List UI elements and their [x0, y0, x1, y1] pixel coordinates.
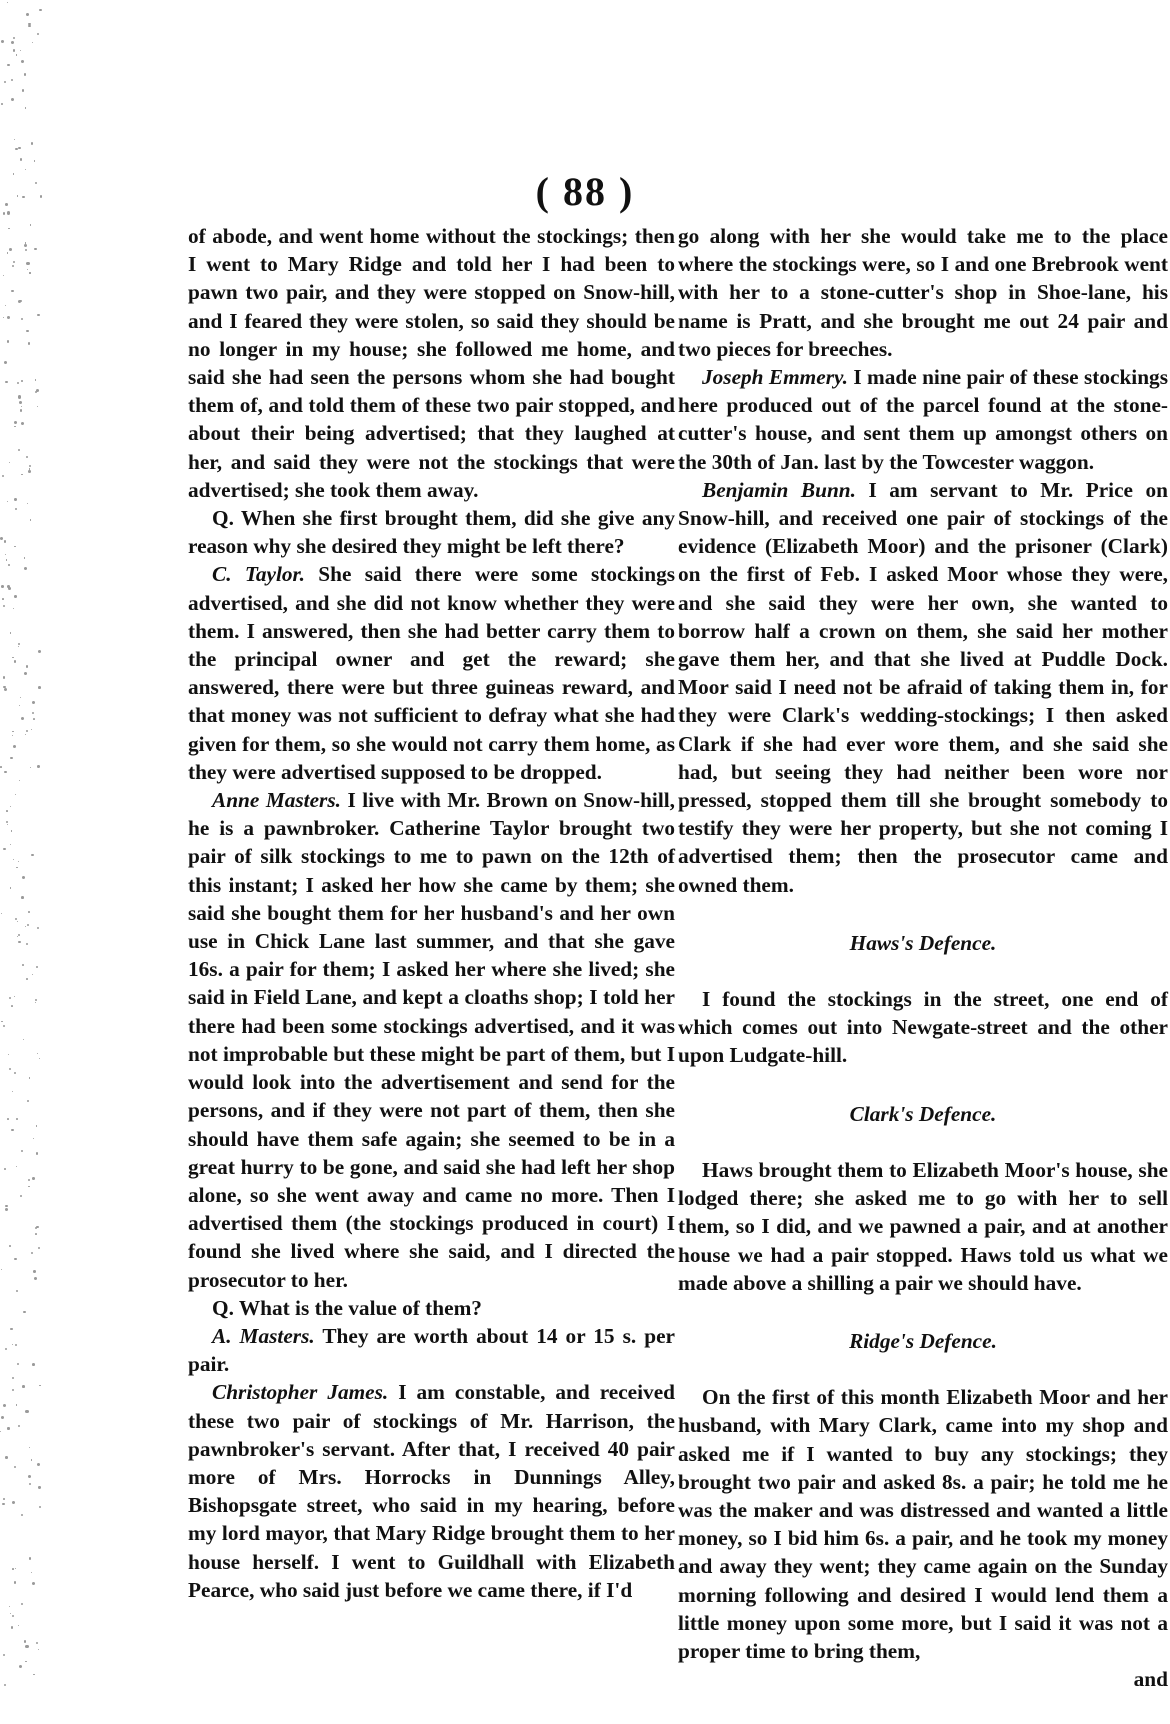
scan-speck: [8, 587, 11, 590]
scan-speck: [14, 595, 17, 598]
scan-speck: [5, 305, 6, 306]
scan-speck: [11, 1626, 14, 1629]
scan-speck: [20, 50, 21, 51]
scan-speck: [12, 657, 14, 659]
scan-speck: [12, 1389, 14, 1391]
scan-speck: [26, 978, 28, 980]
scan-speck: [12, 1568, 14, 1570]
scan-speck: [17, 382, 19, 384]
scan-speck: [21, 60, 24, 63]
scan-speck: [24, 244, 27, 247]
scan-speck: [28, 1186, 29, 1187]
scan-speck: [28, 911, 30, 913]
defence-heading: Haws's Defence.: [849, 930, 997, 955]
scan-speck: [10, 887, 12, 889]
scan-speck: [15, 1344, 17, 1346]
scan-speck: [1, 1021, 3, 1023]
scan-speck: [10, 632, 12, 634]
scan-speck: [7, 1427, 9, 1429]
scan-speck: [3, 676, 6, 679]
scan-speck: [14, 1581, 17, 1584]
scan-speck: [11, 41, 14, 44]
scan-speck: [2, 475, 4, 477]
scan-speck: [10, 806, 11, 807]
scan-speck: [13, 608, 14, 609]
scan-speck: [39, 1385, 41, 1387]
scan-speck: [20, 158, 22, 160]
scan-speck: [36, 1642, 38, 1644]
scan-speck: [24, 557, 25, 558]
scan-speck: [24, 567, 27, 570]
scan-speck: [36, 1226, 39, 1229]
scan-speck: [3, 1025, 5, 1027]
scan-speck: [9, 1068, 11, 1070]
scan-speck: [16, 867, 18, 869]
scan-speck: [16, 1290, 18, 1292]
scan-speck: [11, 1129, 14, 1132]
scan-speck: [15, 1568, 16, 1569]
scan-speck: [26, 665, 28, 667]
scan-speck: [23, 1039, 24, 1040]
scan-speck: [32, 1582, 35, 1585]
scan-speck: [24, 73, 27, 76]
scan-speck: [18, 147, 21, 150]
scan-speck: [2, 1503, 4, 1505]
paragraph: of abode, and went home without the stockings; then I went to Mary Ridge and told her I had been to pawn two pair, and they were stopped on Snow-hill, and I feared they were stolen, so said they should be no longer in my house; she followed me home, and said she had seen the persons whom she had bought them of, and told them of these two pair stopped, and about their being advertised; that they laughed at her, and said they were not the stockings that were advertised; she took them away.: [188, 224, 675, 502]
scan-speck: [11, 98, 14, 101]
scan-speck: [19, 1665, 22, 1668]
scan-speck: [13, 261, 15, 263]
scan-speck: [26, 262, 29, 265]
scan-speck: [34, 248, 37, 251]
scan-speck: [32, 42, 33, 43]
scan-speck: [7, 64, 10, 67]
scan-speck: [6, 810, 8, 812]
scan-speck: [8, 1054, 9, 1055]
scan-speck: [26, 13, 29, 16]
scan-speck: [28, 25, 30, 27]
scan-speck: [24, 672, 27, 675]
scan-speck: [24, 1640, 27, 1643]
scan-speck: [1, 1416, 4, 1419]
scan-speck: [14, 498, 17, 501]
page-number: ( 88 ): [535, 169, 635, 214]
scan-speck: [16, 54, 17, 55]
scan-speck: [7, 252, 9, 254]
scan-speck: [7, 501, 8, 502]
scan-speck: [37, 1463, 40, 1466]
scan-speck: [8, 228, 9, 229]
scan-speck: [39, 1058, 40, 1059]
scan-speck: [31, 729, 32, 730]
scan-speck: [18, 643, 20, 645]
scan-speck: [15, 508, 17, 510]
scan-speck: [13, 859, 14, 860]
scan-speck: [5, 554, 7, 556]
scan-speck: [12, 1501, 15, 1504]
scan-speck: [29, 1483, 32, 1486]
scan-speck: [7, 1118, 9, 1120]
scan-speck: [5, 1456, 8, 1459]
scan-speck: [1, 103, 3, 105]
scan-speck: [29, 1077, 31, 1079]
scan-speck: [13, 745, 16, 748]
scan-speck: [18, 300, 21, 303]
scan-speck: [0, 766, 2, 768]
scan-speck: [38, 1247, 40, 1249]
scan-speck: [18, 1425, 20, 1427]
speaker-name: Joseph Emmery.: [702, 365, 848, 390]
scan-speck: [21, 406, 22, 407]
scan-speck: [32, 701, 35, 704]
scan-speck: [32, 974, 33, 975]
scan-speck: [35, 1002, 36, 1003]
scan-speck: [29, 465, 31, 467]
scan-speck: [5, 1208, 8, 1211]
scan-speck: [35, 379, 36, 380]
scan-speck: [21, 318, 23, 320]
scan-speck: [13, 37, 15, 39]
scan-speck: [5, 1348, 7, 1350]
scan-speck: [3, 1654, 5, 1656]
scan-speck: [4, 1168, 6, 1170]
testimony-paragraph: Joseph Emmery. I made nine pair of these stockings here produced out of the parcel found at the stone-cutter's house, and sent them up amongst others on the 30th of Jan. last by the Towcester waggon.: [678, 365, 1168, 474]
scan-speck: [28, 342, 31, 345]
scan-speck: [25, 249, 27, 251]
scan-speck: [31, 142, 34, 145]
defence-paragraph: On the first of this month Elizabeth Moor and her husband, with Mary Clark, came into my shop and asked me if I wanted to buy any stockings; they brought two pair and asked 8s. a pair; he told me he was the maker and was distressed and wanted a little money, so I bid him 6s. a pair, and he took my money and away they went; they came again on the Sunday morning following and desired I would lend them a little money upon some more, but I said it was not a proper time to bring them,: [678, 1385, 1168, 1663]
scan-speck: [4, 81, 6, 83]
scan-speck: [4, 540, 7, 543]
scan-speck: [13, 49, 16, 52]
scan-speck: [5, 381, 7, 383]
scan-speck: [19, 401, 22, 404]
catchword: and: [1133, 1667, 1168, 1692]
scan-speck: [14, 660, 17, 663]
scan-speck: [33, 1674, 35, 1676]
scan-speck: [18, 395, 21, 398]
scan-speck: [19, 780, 20, 781]
scan-speck: [2, 598, 4, 600]
scan-speck: [36, 389, 39, 392]
scan-speck: [35, 999, 37, 1001]
scan-speck: [3, 1498, 5, 1500]
testimony-paragraph: A. Masters. They are worth about 14 or 15 s. per pair.: [188, 1323, 675, 1377]
scan-speck: [18, 646, 19, 647]
scan-speck: [38, 686, 41, 689]
scan-speck: [17, 1363, 19, 1365]
scan-speck: [7, 2, 8, 3]
scan-speck: [21, 1514, 23, 1516]
scan-speck: [25, 1661, 26, 1662]
scan-speck: [15, 918, 17, 920]
scan-speck: [33, 718, 35, 720]
scan-speck: [37, 314, 39, 316]
scan-speck: [32, 1177, 35, 1180]
scan-speck: [27, 269, 29, 271]
testimony-paragraph: C. Taylor. She said there were some stockings advertised, and she did not know whether they were them. I answered, then she had better carry them to the principal owner and get the reward; she answered, there were but three guineas reward, and that money was not sufficient to defray what she had given for them, so she would not carry them home, as they were advertised supposed to be dropped.: [188, 562, 675, 784]
scan-speck: [3, 275, 4, 276]
speaker-name: Anne Masters.: [212, 788, 341, 813]
scan-speck: [38, 1649, 39, 1650]
scan-speck: [29, 272, 30, 273]
scan-speck: [27, 503, 28, 504]
scan-speck: [14, 546, 16, 548]
scan-speck: [32, 712, 34, 714]
scan-speck: [31, 1572, 32, 1573]
scan-speck: [12, 735, 13, 736]
scan-speck: [30, 519, 32, 521]
scan-speck: [12, 265, 14, 267]
scan-speck: [21, 1150, 23, 1152]
scan-speck: [21, 380, 23, 382]
scan-speck: [9, 1245, 11, 1247]
scan-speck: [22, 876, 25, 879]
speaker-name: Christopher James.: [212, 1380, 389, 1405]
scan-speck: [7, 824, 8, 825]
scan-speck: [18, 941, 21, 944]
scan-speck: [3, 848, 5, 850]
scan-speck: [16, 1166, 17, 1167]
scan-speck: [28, 470, 31, 473]
scan-speck: [23, 1311, 26, 1314]
scan-speck: [12, 1344, 14, 1346]
scan-speck: [14, 426, 15, 427]
scan-speck: [18, 934, 20, 936]
defence-paragraph: I found the stockings in the street, one end of which comes out into Newgate-street and the other upon Ludgate-hill.: [678, 987, 1168, 1068]
scan-speck: [17, 921, 18, 922]
scan-speck: [21, 896, 24, 899]
scan-speck: [31, 1252, 34, 1255]
scan-speck: [39, 9, 42, 12]
scan-speck: [20, 1195, 22, 1197]
scan-speck: [7, 340, 9, 342]
scan-speck: [21, 1603, 23, 1605]
scan-speck: [9, 1606, 10, 1607]
defence-heading: Ridge's Defence.: [849, 1328, 997, 1353]
scan-speck: [21, 717, 24, 720]
scan-speck: [1, 913, 2, 914]
scan-speck: [27, 924, 29, 926]
scan-speck: [22, 1385, 25, 1388]
scan-speck: [21, 422, 24, 425]
scan-speck: [34, 160, 36, 162]
scan-speck: [25, 926, 27, 928]
scan-speck: [11, 79, 13, 81]
paragraph: go along with her she would take me to the place where the stockings were, so I and one Brebrook went with her to a stone-cutter's shop in Shoe-lane, his name is Pratt, and she brought me out 24 pair and two pieces for breeches.: [678, 224, 1168, 361]
scan-speck: [10, 757, 12, 759]
scan-speck: [38, 650, 41, 653]
scan-speck: [25, 734, 27, 736]
scan-speck: [14, 1258, 16, 1260]
speaker-name: Benjamin Bunn.: [702, 477, 856, 502]
paragraph: Q. What is the value of them?: [212, 1295, 482, 1320]
left-column: [188, 222, 675, 1604]
scan-speck: [12, 1377, 14, 1379]
scan-speck: [9, 248, 12, 251]
scan-speck: [25, 1410, 28, 1413]
scan-speck: [37, 927, 40, 930]
scan-speck: [33, 1270, 36, 1273]
scan-speck: [4, 361, 7, 364]
scan-speck: [22, 964, 24, 966]
scan-speck: [15, 794, 16, 795]
scan-speck: [37, 765, 40, 768]
scan-speck: [14, 1466, 16, 1468]
scan-speck: [36, 1152, 38, 1154]
scan-speck: [4, 771, 7, 774]
defence-heading: Clark's Defence.: [849, 1101, 997, 1126]
scan-speck: [29, 1557, 31, 1559]
scan-speck: [14, 996, 15, 997]
scan-speck: [38, 1486, 40, 1488]
scan-speck: [39, 1506, 41, 1508]
scan-speck: [14, 139, 15, 140]
scan-speck: [37, 33, 39, 35]
scan-speck: [31, 854, 34, 857]
scan-speck: [27, 1100, 29, 1102]
scan-speck: [11, 1005, 13, 1007]
scan-speck: [16, 1404, 17, 1405]
scan-speck: [26, 330, 28, 332]
testimony-paragraph: Christopher James. I am constable, and received these two pair of stockings of Mr. Harrison, the pawnbroker's servant. After that, I received 40 pair more of Mrs. Horrocks in Dunnings Alley, Bishopsgate street, who said in my hearing, before my lord mayor, that Mary Ridge brought them to her house herself. I went to Guildhall with Elizabeth Pearce, who said just before we came there, if I'd: [188, 1380, 675, 1602]
scan-speck: [12, 1091, 13, 1092]
scan-speck: [1, 1269, 2, 1270]
scan-speck: [14, 1072, 16, 1074]
scan-speck: [19, 705, 20, 706]
scan-edge-noise: [0, 0, 44, 1724]
scan-speck: [9, 462, 10, 463]
scan-speck: [30, 767, 31, 768]
scan-speck: [28, 1179, 30, 1181]
scan-speck: [12, 731, 13, 732]
scan-speck: [37, 406, 38, 407]
scan-speck: [4, 688, 7, 691]
scan-speck: [26, 943, 29, 946]
scan-speck: [29, 1447, 30, 1448]
scan-speck: [36, 966, 38, 968]
scan-speck: [14, 421, 17, 424]
scan-speck: [18, 449, 20, 451]
scan-speck: [7, 316, 10, 319]
scan-speck: [21, 474, 22, 475]
scan-speck: [16, 1118, 18, 1120]
scan-speck: [31, 1459, 33, 1461]
scan-speck: [11, 290, 13, 292]
scan-speck: [0, 537, 3, 540]
scan-speck: [26, 730, 28, 732]
scan-speck: [36, 1125, 37, 1126]
scan-speck: [20, 409, 23, 412]
scan-speck: [18, 1625, 19, 1626]
scan-speck: [3, 1404, 6, 1407]
scan-speck: [34, 1277, 37, 1280]
scan-speck: [1, 585, 4, 588]
speaker-name: A. Masters.: [212, 1323, 315, 1348]
scan-speck: [12, 1615, 14, 1617]
scan-speck: [11, 830, 12, 831]
scan-speck: [8, 564, 10, 566]
scan-speck: [28, 1475, 31, 1478]
scan-speck: [0, 1431, 1, 1432]
scan-speck: [33, 1138, 34, 1139]
scan-speck: [9, 997, 11, 999]
speaker-name: C. Taylor.: [212, 562, 305, 587]
scan-speck: [32, 1363, 35, 1366]
scan-speck: [25, 1645, 28, 1648]
scan-speck: [18, 861, 20, 863]
scan-speck: [35, 1233, 37, 1235]
scan-speck: [6, 821, 8, 823]
paragraph: Q. When she first brought them, did she give any reason why she desired they might be left there?: [188, 506, 675, 559]
scan-speck: [26, 456, 29, 459]
scan-speck: [22, 89, 24, 91]
scan-speck: [10, 844, 11, 845]
scan-speck: [10, 1613, 12, 1615]
scan-speck: [3, 317, 4, 318]
testimony-paragraph: Anne Masters. I live with Mr. Brown on Snow-hill, he is a pawnbroker. Catherine Taylor brought two pair of silk stockings to me to pawn on the 12th of this instant; I asked her how she came by them; she said she bought them for her husband's and her own use in Chick Lane last summer, and that she gave 16s. a pair for them; I asked her where she lived; she said in Field Lane, and kept a cloaths shop; I told her there had been some stockings advertised, and it was not improbable but these might be part of them, but I would look into the advertisement and send for the persons, and if they were not part of them, then she should have them safe again; she seemed to be in a great hurry to be gone, and said she had left her shop alone, so she went away and came no more. Then I advertised them (the stockings produced in court) I found she lived where she said, and I directed the prosecutor to her.: [188, 788, 675, 1292]
scan-speck: [37, 1053, 38, 1054]
defence-paragraph: Haws brought them to Elizabeth Moor's house, she lodged there; she asked me to go with her to sell them, so I did, and we pawned a pair, and at another house we had a pair stopped. Haws told us what we made above a shilling a pair we should have.: [678, 1157, 1168, 1295]
scan-speck: [3, 605, 5, 607]
scan-speck: [6, 559, 7, 560]
scan-speck: [30, 224, 32, 226]
right-column: [678, 222, 1168, 1693]
scan-speck: [4, 1684, 6, 1686]
scan-speck: [1, 40, 4, 43]
scan-speck: [20, 697, 21, 698]
testimony-paragraph: Benjamin Bunn. I am servant to Mr. Price on Snow-hill, and received one pair of stockings of the evidence (Elizabeth Moor) and the prisoner (Clark) on the first of Feb. I asked Moor whose they were, and she said they were her own, she wanted to borrow half a crown on them, she said her mother gave them her, and that she lived at Puddle Dock. Moor said I need not be afraid of taking them in, for they were Clark's wedding-stockings; I then asked Clark if she had ever wore them, and she said she had, but seeing they had neither been wore nor pressed, stopped them till she brought somebody to testify they were her property, but she not coming I advertised them; then the prosecutor came and owned them.: [678, 477, 1168, 897]
scan-speck: [25, 107, 27, 109]
